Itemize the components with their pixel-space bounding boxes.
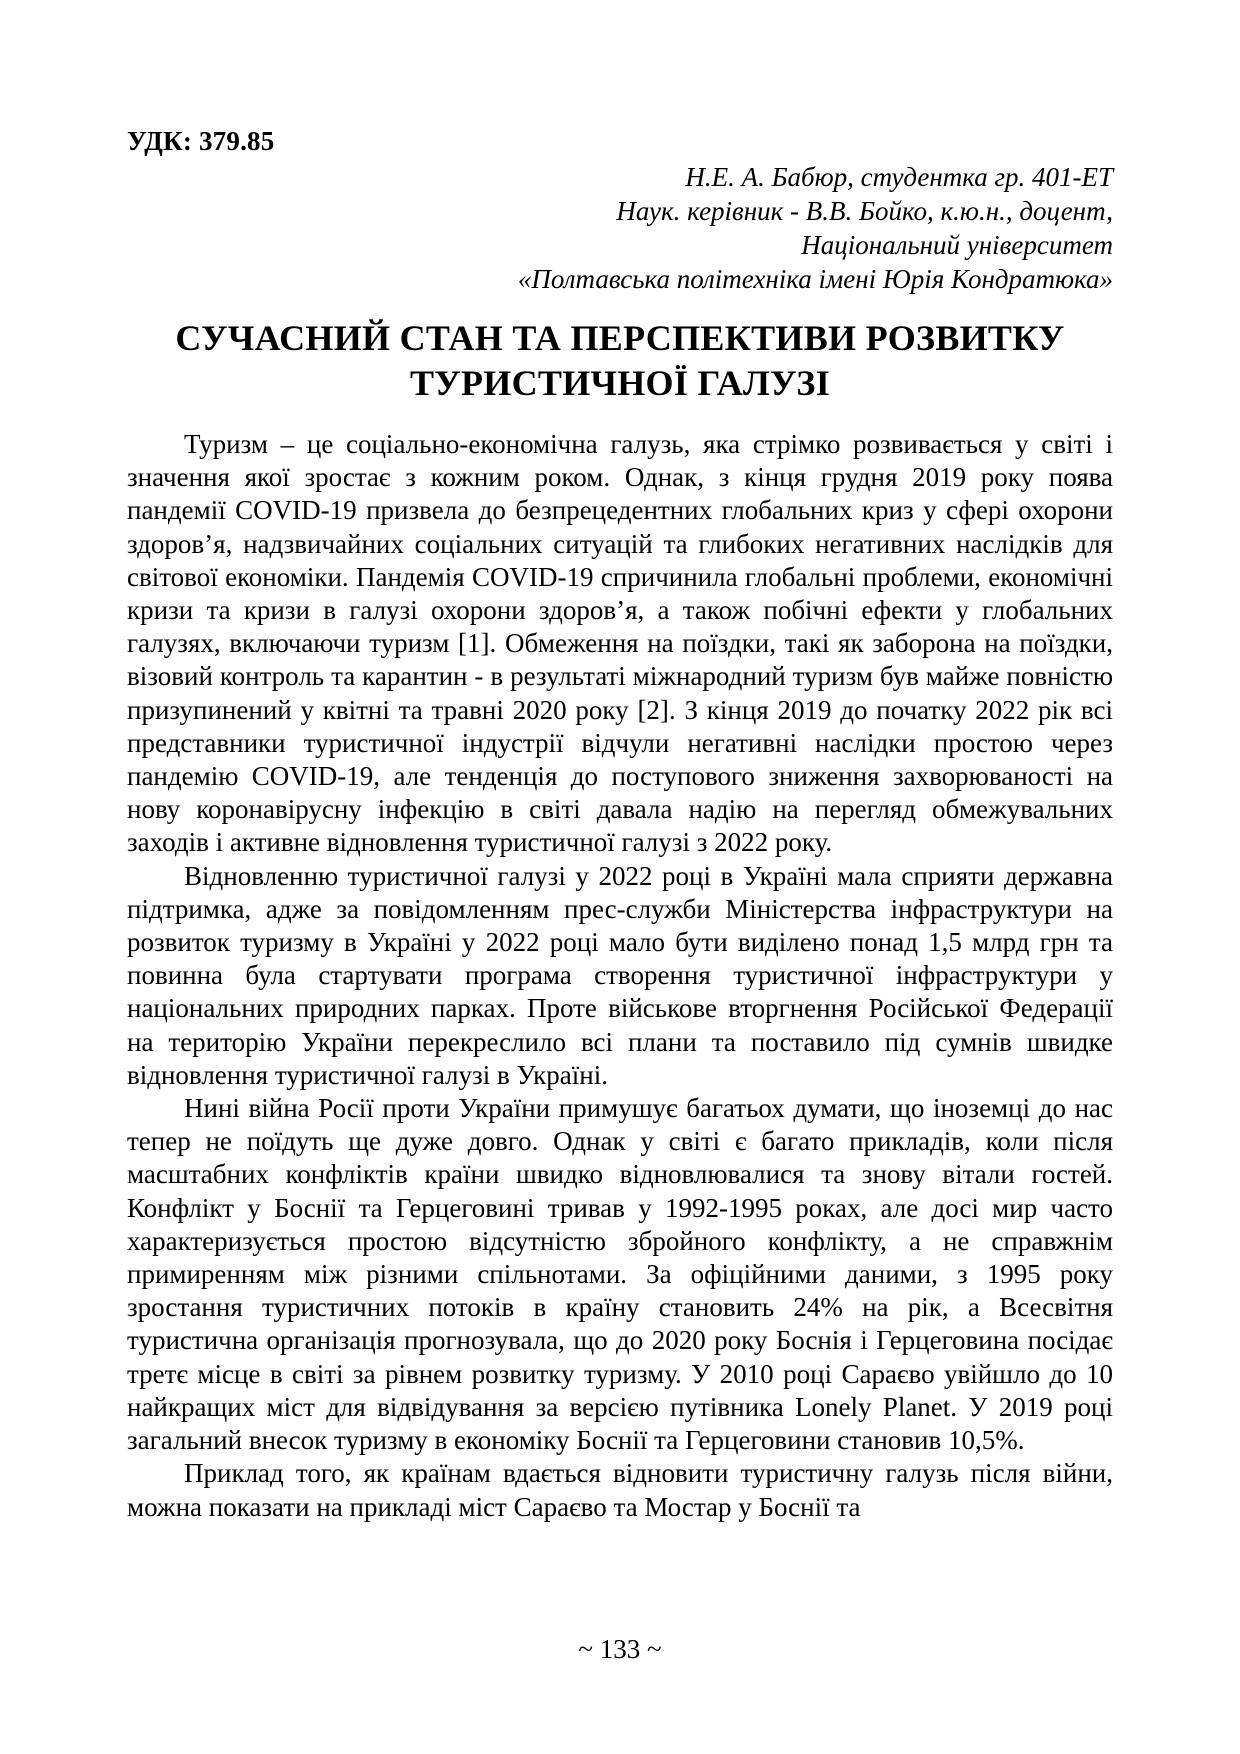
paragraph-1: Туризм – це соціально-економічна галузь, яка стрімко розвивається у світі і значення якої зростає з кожним роком. Однак, з кінця грудня 2019 року поява пандемії COVID-19 призвела до безпрецедентних глобальних криз у сфері охорони здоров’я, надзвичайних соціальних ситуацій та глибоких негативних наслідків для світової економіки. Пандемія COVID-19 спричинила глобальні проблеми, економічні кризи та кризи в галузі охорони здоров’я, а також побічні ефекти у глобальних галузях, включаючи туризм [1]. Обмеження на поїздки, такі як заборона на поїздки, візовий контроль та карантин - в результаті міжнародний туризм був майже повністю призупинений у квітні та травні 2020 року [2]. З кінця 2019 до початку 2022 рік всі представники туристичної індустрії відчули негативні наслідки простою через пандемію COVID-19, але тенденція до поступового зниження захворюваності на нову коронавірусну інфекцію в світі давала надію на перегляд обмежувальних заходів і активне відновлення туристичної галузі з 2022 року. [127,429,1113,858]
author-line-supervisor: Наук. керівник - В.В. Бойко, к.ю.н., доцент, [616,196,1113,226]
paragraph-2: Відновленню туристичної галузі у 2022 році в Україні мала сприяти державна підтримка, адже за повідомленням прес-служби Міністерства інфраструктури на розвиток туризму в Україні у 2022 році мало бути виділено понад 1,5 млрд грн та повинна була стартувати програма створення туристичної інфраструктури у національних природних парках. Проте військове вторгнення Російської Федерації на територію України перекреслило всі плани та поставило під сумнів швидке відновлення туристичної галузі в Україні. [127,860,1113,1090]
article-title-line-1: СУЧАСНИЙ СТАН ТА ПЕРСПЕКТИВИ РОЗВИТКУ [175,318,1065,358]
author-line-university-name: «Полтавська політехніка імені Юрія Кондратюка» [517,264,1113,294]
article-body [127,428,1113,1524]
page-number: ~ 133 ~ [578,1634,662,1664]
author-block [127,160,1113,296]
article-title-line-2: ТУРИСТИЧНОЇ ГАЛУЗІ [409,363,831,403]
author-line-university: Національний університет [801,230,1113,260]
paragraph-3: Нині війна Росії проти України примушує багатьох думати, що іноземці до нас тепер не поїдуть ще дуже довго. Однак у світі є багато прикладів, коли після масштабних конфліктів країни швидко відновлювалися та знову вітали гостей. Конфлікт у Боснії та Герцеговині тривав у 1992-1995 роках, але досі мир часто характеризується простою відсутністю збройного конфлікту, а не справжнім примиренням між різними спільнотами. За офіційними даними, з 1995 року зростання туристичних потоків в країну становить 24% на рік, а Всесвітня туристична організація прогнозувала, що до 2020 року Боснія і Герцеговина посідає третє місце в світі за рівнем розвитку туризму. У 2010 році Сараєво увійшло до 10 найкращих міст для відвідування за версією путівника Lonely Planet. У 2019 році загальний внесок туризму в економіку Боснії та Герцеговини становив 10,5%. [127,1093,1113,1456]
author-line-student: Н.Е. А. Бабюр, студентка гр. 401-ЕТ [685,162,1113,192]
paragraph-4: Приклад того, як країнам вдається відновити туристичну галузь після війни, можна показати на прикладі міст Сараєво та Мостар у Боснії та [127,1458,1113,1522]
article-title [127,316,1113,406]
udc-code: УДК: 379.85 [127,126,275,156]
